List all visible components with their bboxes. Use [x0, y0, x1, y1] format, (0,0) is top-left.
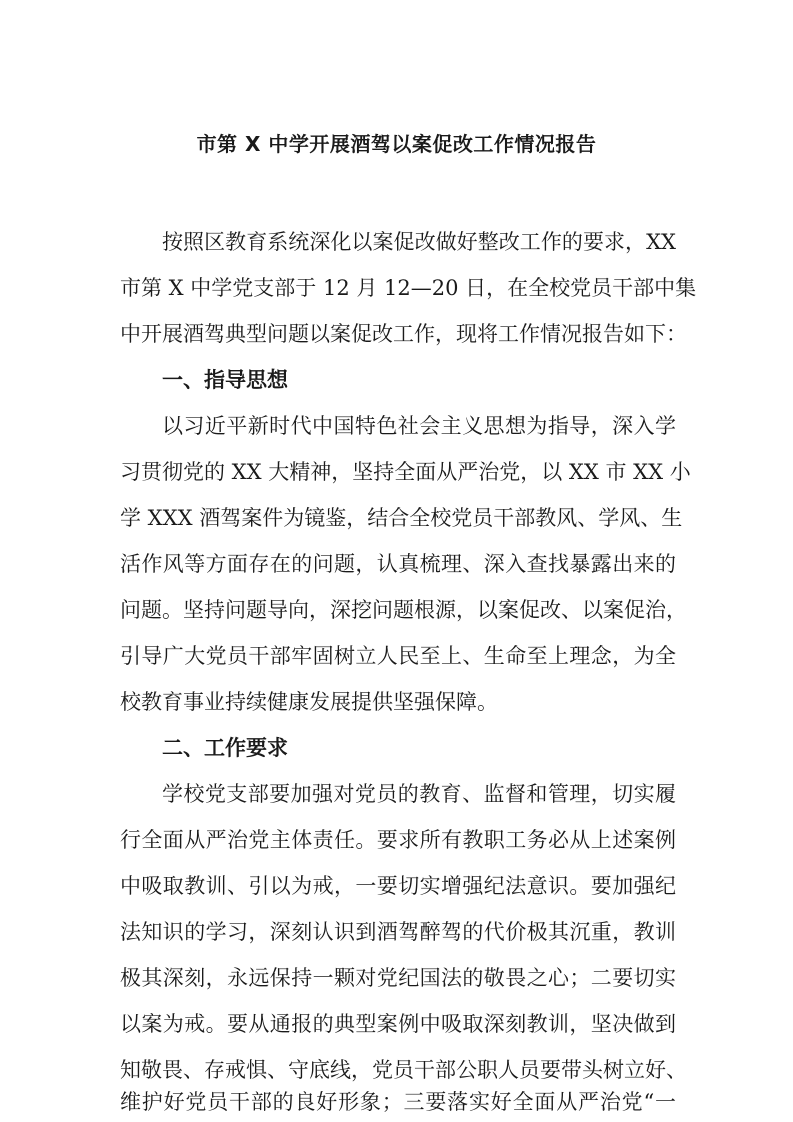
paragraph-line: 极其深刻，永远保持一颗对党纪国法的敬畏之心；二要切实: [120, 966, 676, 990]
paragraph-line: 问题。坚持问题导向，深挖问题根源，以案促改、以案促治，: [120, 598, 687, 622]
document-title: 市第 X 中学开展酒驾以案促改工作情况报告: [196, 132, 597, 156]
section-heading-work-requirements: 二、工作要求: [162, 736, 288, 760]
paragraph-line: 以习近平新时代中国特色社会主义思想为指导，深入学: [162, 414, 676, 438]
paragraph-line: 市第 X 中学党支部于 12 月 12—20 日，在全校党员干部中集: [120, 276, 697, 300]
paragraph-line: 知敬畏、存戒惧、守底线，党员干部公职人员要带头树立好、: [120, 1058, 687, 1082]
paragraph-line: 法知识的学习，深刻认识到酒驾醉驾的代价极其沉重，教训: [120, 920, 676, 944]
paragraph-line: 中吸取教训、引以为戒，一要切实增强纪法意识。要加强纪: [120, 874, 676, 898]
paragraph-line: 活作风等方面存在的问题，认真梳理、深入查找暴露出来的: [120, 552, 676, 576]
paragraph-line: 学校党支部要加强对党员的教育、监督和管理，切实履: [162, 782, 676, 806]
paragraph-line: 引导广大党员干部牢固树立人民至上、生命至上理念，为全: [120, 644, 676, 668]
paragraph-line: 校教育事业持续健康发展提供坚强保障。: [120, 690, 498, 714]
paragraph-line: 以案为戒。要从通报的典型案例中吸取深刻教训，坚决做到: [120, 1012, 676, 1036]
paragraph-line: 中开展酒驾典型问题以案促改工作，现将工作情况报告如下：: [120, 322, 687, 346]
section-heading-guiding-ideology: 一、指导思想: [162, 368, 288, 392]
paragraph-line: 学 XXX 酒驾案件为镜鉴，结合全校党员干部教风、学风、生: [120, 506, 683, 530]
paragraph-line: 行全面从严治党主体责任。要求所有教职工务必从上述案例: [120, 828, 676, 852]
paragraph-line: 按照区教育系统深化以案促改做好整改工作的要求，XX: [162, 230, 676, 254]
paragraph-line: 维护好党员干部的良好形象；三要落实好全面从严治党“一: [120, 1090, 676, 1114]
paragraph-line: 习贯彻党的 XX 大精神，坚持全面从严治党，以 XX 市 XX 小: [120, 460, 691, 484]
